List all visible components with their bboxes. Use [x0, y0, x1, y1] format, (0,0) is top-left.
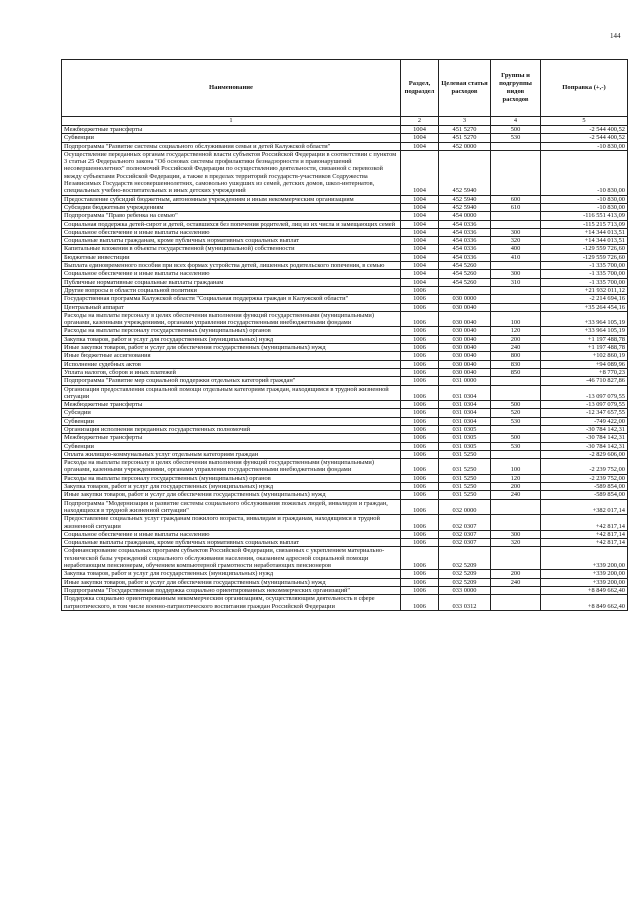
cell-section: 1004	[401, 270, 439, 278]
cell-section: 1006	[401, 491, 439, 499]
cell-name: Исполнение судебных актов	[62, 360, 401, 368]
page-number: 144	[610, 32, 621, 40]
cell-name: Субсидии бюджетным учреждениям	[62, 203, 401, 211]
cell-amount: +8 770,23	[541, 368, 628, 376]
cell-article: 030 0040	[439, 311, 491, 327]
cell-amount: -30 784 142,31	[541, 442, 628, 450]
cell-article: 032 5209	[439, 570, 491, 578]
cell-section: 1006	[401, 360, 439, 368]
cell-type	[491, 142, 541, 150]
cell-name: Публичные нормативные социальные выплаты гражданам	[62, 278, 401, 286]
cell-section: 1006	[401, 442, 439, 450]
cell-section: 1004	[401, 228, 439, 236]
cell-amount: -129 559 726,60	[541, 245, 628, 253]
cell-article: 031 5250	[439, 450, 491, 458]
table-row	[62, 311, 628, 327]
cell-type: 500	[491, 126, 541, 134]
cell-article: 031 0305	[439, 442, 491, 450]
cell-amount: -2 214 694,16	[541, 295, 628, 303]
cell-type: 240	[491, 491, 541, 499]
cell-section: 1006	[401, 530, 439, 538]
cell-section: 1006	[401, 547, 439, 570]
cell-type	[491, 220, 541, 228]
table-row	[62, 228, 628, 236]
cell-section: 1006	[401, 434, 439, 442]
cell-name: Закупка товаров, работ и услуг для государственных (муниципальных) нужд	[62, 570, 401, 578]
cell-type: 400	[491, 245, 541, 253]
header-article: Целевая статья расходов	[439, 60, 491, 117]
table-row	[62, 195, 628, 203]
cell-name: Социальное обеспечение и иные выплаты населению	[62, 530, 401, 538]
cell-section: 1004	[401, 126, 439, 134]
cell-section: 1006	[401, 327, 439, 335]
table-row	[62, 586, 628, 594]
cell-name: Центральный аппарат	[62, 303, 401, 311]
cell-amount: +14 344 013,51	[541, 237, 628, 245]
table-row	[62, 253, 628, 261]
cell-name: Иные закупки товаров, работ и услуг для обеспечения государственных (муниципальных) нужд	[62, 491, 401, 499]
cell-article: 454 5260	[439, 270, 491, 278]
cell-name: Подпрограмма "Модернизация и развитие системы социального обслуживания пожилых людей, инвалидов и граждан, находящихся в трудной жизненной ситуации"	[62, 499, 401, 515]
cell-article: 030 0040	[439, 344, 491, 352]
table-row	[62, 295, 628, 303]
column-number-row	[62, 117, 628, 126]
cell-name: Иные закупки товаров, работ и услуг для обеспечения государственных (муниципальных) нужд	[62, 578, 401, 586]
cell-section: 1004	[401, 195, 439, 203]
cell-article: 031 0305	[439, 425, 491, 433]
cell-amount: -1 335 700,00	[541, 262, 628, 270]
cell-type: 310	[491, 278, 541, 286]
cell-section: 1006	[401, 570, 439, 578]
table-row	[62, 237, 628, 245]
cell-type: 800	[491, 352, 541, 360]
cell-amount: +339 200,00	[541, 570, 628, 578]
cell-name: Социальное обеспечение и иные выплаты населению	[62, 228, 401, 236]
cell-name: Социальные выплаты гражданам, кроме публичных нормативных социальных выплат	[62, 539, 401, 547]
cell-amount: +35 264 454,16	[541, 303, 628, 311]
cell-section: 1006	[401, 483, 439, 491]
cell-amount: +102 860,19	[541, 352, 628, 360]
table-row	[62, 474, 628, 482]
cell-section: 1006	[401, 311, 439, 327]
table-row	[62, 352, 628, 360]
table-row	[62, 126, 628, 134]
cell-amount: +8 849 662,40	[541, 595, 628, 611]
cell-article: 454 0000	[439, 212, 491, 220]
header-type: Группы и подгруппы видов расходов	[491, 60, 541, 117]
cell-article: 454 5260	[439, 262, 491, 270]
cell-type: 100	[491, 459, 541, 475]
table-row	[62, 368, 628, 376]
cell-name: Субвенции	[62, 442, 401, 450]
cell-name: Расходы на выплаты персоналу в целях обеспечения выполнения функций государственными (муниципальными) органами, казенными учреждениями, органами управления государственными внебюджетными фондами	[62, 311, 401, 327]
cell-name: Субвенции	[62, 417, 401, 425]
cell-article: 031 5250	[439, 483, 491, 491]
table-row	[62, 578, 628, 586]
cell-type	[491, 286, 541, 294]
col-number: 3	[439, 117, 491, 126]
cell-name: Социальные выплаты гражданам, кроме публичных нормативных социальных выплат	[62, 237, 401, 245]
cell-type	[491, 425, 541, 433]
cell-name: Осуществление переданных органам государственной власти субъектов Российской Федерации в соответствии с пунктом 3 статьи 25 Федерального закона "Об основах системы профилактики безнадзорности и правонарушений несовершеннолетних" полномочий Российской Федерации по осуществлению деятельности, связанной с перевозкой между субъектами Российской Федерации, а также в пределах территорий государств-участников Содружества Независимых Государств несовершеннолетних, самовольно ушедших из семей, детских домов, школ-интернатов, специальных учебно-воспитательных и иных детских учреждений	[62, 150, 401, 195]
table-row	[62, 150, 628, 195]
cell-section: 1004	[401, 262, 439, 270]
cell-name: Иные закупки товаров, работ и услуг для обеспечения государственных (муниципальных) нужд	[62, 344, 401, 352]
cell-name: Организация предоставления социальной помощи отдельным категориям граждан, находящимся в трудной жизненной ситуации	[62, 385, 401, 401]
cell-amount: -129 559 726,60	[541, 253, 628, 261]
cell-type	[491, 385, 541, 401]
cell-article: 031 0304	[439, 401, 491, 409]
cell-type	[491, 499, 541, 515]
cell-article: 032 0000	[439, 499, 491, 515]
cell-type	[491, 586, 541, 594]
cell-type: 240	[491, 344, 541, 352]
table-row	[62, 262, 628, 270]
cell-amount: -1 335 700,00	[541, 270, 628, 278]
cell-section: 1006	[401, 417, 439, 425]
cell-type: 320	[491, 539, 541, 547]
header-name: Наименование	[62, 60, 401, 117]
cell-article: 031 0000	[439, 377, 491, 385]
cell-type: 120	[491, 474, 541, 482]
cell-section: 1004	[401, 237, 439, 245]
cell-name: Софинансирование социальных программ субъектов Российской Федерации, связанных с укреплением материально-технической базы учреждений социального обслуживания населения, оказанием адресной социальной помощи неработающим пенсионерам, обучением компьютерной грамотности неработающих пенсионеров	[62, 547, 401, 570]
cell-section: 1004	[401, 134, 439, 142]
cell-name: Поддержка социально ориентированным некоммерческим организациям, осуществляющим деятельность в сфере патриотического, в том числе военно-патриотического воспитания граждан Российской Федерации	[62, 595, 401, 611]
cell-section: 1006	[401, 586, 439, 594]
cell-section: 1006	[401, 368, 439, 376]
cell-type: 500	[491, 401, 541, 409]
cell-section: 1006	[401, 409, 439, 417]
cell-amount: +382 017,14	[541, 499, 628, 515]
cell-section: 1006	[401, 352, 439, 360]
table-row	[62, 491, 628, 499]
cell-amount: +14 344 013,51	[541, 228, 628, 236]
cell-type: 120	[491, 327, 541, 335]
table-row	[62, 570, 628, 578]
cell-amount: +1 197 488,78	[541, 335, 628, 343]
cell-article: 030 0000	[439, 295, 491, 303]
cell-amount: -30 784 142,31	[541, 425, 628, 433]
cell-section: 1006	[401, 595, 439, 611]
cell-article: 031 0305	[439, 434, 491, 442]
cell-section: 1006	[401, 578, 439, 586]
table-row	[62, 212, 628, 220]
table-row	[62, 360, 628, 368]
cell-type: 300	[491, 228, 541, 236]
cell-article: 452 0000	[439, 142, 491, 150]
table-row	[62, 377, 628, 385]
cell-section: 1004	[401, 142, 439, 150]
cell-amount: +21 932 011,12	[541, 286, 628, 294]
col-number: 2	[401, 117, 439, 126]
cell-article: 454 0336	[439, 245, 491, 253]
cell-type: 100	[491, 311, 541, 327]
cell-amount: -749 422,00	[541, 417, 628, 425]
cell-type	[491, 295, 541, 303]
table-row	[62, 401, 628, 409]
cell-type	[491, 450, 541, 458]
col-number: 5	[541, 117, 628, 126]
table-row	[62, 286, 628, 294]
cell-name: Подпрограмма "Развитие мер социальной поддержки отдельных категорий граждан"	[62, 377, 401, 385]
cell-name: Выплата единовременного пособия при всех формах устройства детей, лишенных родительского попечения, в семью	[62, 262, 401, 270]
cell-section: 1006	[401, 474, 439, 482]
cell-article: 454 0336	[439, 253, 491, 261]
header-amount: Поправка (+,-)	[541, 60, 628, 117]
cell-article: 031 5250	[439, 491, 491, 499]
cell-amount: -30 784 142,31	[541, 434, 628, 442]
cell-article: 030 0040	[439, 303, 491, 311]
cell-amount: -10 830,00	[541, 142, 628, 150]
cell-amount: -10 830,00	[541, 195, 628, 203]
cell-article: 032 0307	[439, 530, 491, 538]
table-row	[62, 270, 628, 278]
cell-section: 1004	[401, 253, 439, 261]
cell-amount: -1 335 700,00	[541, 278, 628, 286]
cell-amount: +42 817,14	[541, 530, 628, 538]
cell-name: Капитальные вложения в объекты государственной (муниципальной) собственности	[62, 245, 401, 253]
table-row	[62, 245, 628, 253]
cell-article: 454 0336	[439, 237, 491, 245]
cell-name: Уплата налогов, сборов и иных платежей	[62, 368, 401, 376]
table-row	[62, 409, 628, 417]
cell-article: 030 0040	[439, 360, 491, 368]
cell-amount: +42 817,14	[541, 539, 628, 547]
cell-type: 320	[491, 237, 541, 245]
cell-type	[491, 212, 541, 220]
cell-type	[491, 595, 541, 611]
cell-type: 830	[491, 360, 541, 368]
table-row	[62, 547, 628, 570]
cell-amount: +33 964 105,19	[541, 327, 628, 335]
cell-type	[491, 377, 541, 385]
table-row	[62, 483, 628, 491]
cell-article: 031 0304	[439, 417, 491, 425]
cell-section: 1006	[401, 344, 439, 352]
cell-type: 200	[491, 483, 541, 491]
col-number: 4	[491, 117, 541, 126]
cell-type: 530	[491, 134, 541, 142]
table-row	[62, 530, 628, 538]
cell-article: 033 0312	[439, 595, 491, 611]
cell-type: 530	[491, 417, 541, 425]
table-row	[62, 417, 628, 425]
cell-section: 1006	[401, 515, 439, 531]
cell-name: Подпрограмма "Развитие системы социального обслуживания семьи и детей Калужской области"	[62, 142, 401, 150]
cell-section: 1004	[401, 203, 439, 211]
cell-amount: -10 830,00	[541, 203, 628, 211]
cell-article	[439, 286, 491, 294]
cell-type: 500	[491, 434, 541, 442]
table-row	[62, 425, 628, 433]
table-row	[62, 335, 628, 343]
table-row	[62, 385, 628, 401]
cell-article: 451 5270	[439, 126, 491, 134]
cell-amount: +1 197 488,78	[541, 344, 628, 352]
table-header-row	[62, 60, 628, 117]
cell-article: 032 5209	[439, 578, 491, 586]
cell-amount: +339 200,00	[541, 547, 628, 570]
cell-article: 032 0307	[439, 539, 491, 547]
cell-type	[491, 303, 541, 311]
cell-article: 031 0304	[439, 385, 491, 401]
cell-name: Межбюджетные трансферты	[62, 401, 401, 409]
cell-name: Предоставление социальных услуг гражданам пожилого возраста, инвалидам и гражданам, находящимся в трудной жизненной ситуации	[62, 515, 401, 531]
cell-name: Другие вопросы в области социальной политики	[62, 286, 401, 294]
table-row	[62, 459, 628, 475]
cell-type	[491, 547, 541, 570]
cell-amount: -10 830,00	[541, 150, 628, 195]
table-row	[62, 327, 628, 335]
table-row	[62, 450, 628, 458]
cell-amount: -46 710 827,86	[541, 377, 628, 385]
cell-amount: +339 200,00	[541, 578, 628, 586]
cell-article: 454 0336	[439, 220, 491, 228]
cell-amount: -2 544 400,52	[541, 126, 628, 134]
table-row	[62, 203, 628, 211]
table-row	[62, 595, 628, 611]
cell-name: Государственная программа Калужской области "Социальная поддержка граждан в Калужской области"	[62, 295, 401, 303]
cell-name: Предоставление субсидий бюджетным, автономным учреждениям и иным некоммерческим организациям	[62, 195, 401, 203]
cell-name: Закупка товаров, работ и услуг для государственных (муниципальных) нужд	[62, 483, 401, 491]
cell-article: 452 5940	[439, 195, 491, 203]
cell-section: 1006	[401, 450, 439, 458]
cell-type: 610	[491, 203, 541, 211]
cell-amount: +33 964 105,19	[541, 311, 628, 327]
cell-amount: -589 854,00	[541, 483, 628, 491]
cell-type	[491, 262, 541, 270]
cell-article: 033 0000	[439, 586, 491, 594]
cell-section: 1004	[401, 212, 439, 220]
cell-name: Оплата жилищно-коммунальных услуг отдельным категориям граждан	[62, 450, 401, 458]
cell-name: Подпрограмма "Право ребенка на семью"	[62, 212, 401, 220]
cell-article: 452 5940	[439, 150, 491, 195]
table-row	[62, 539, 628, 547]
cell-section: 1004	[401, 278, 439, 286]
table-row	[62, 434, 628, 442]
header-section: Раздел, подраздел	[401, 60, 439, 117]
cell-section: 1006	[401, 459, 439, 475]
cell-amount: -2 239 752,00	[541, 474, 628, 482]
cell-name: Межбюджетные трансферты	[62, 126, 401, 134]
cell-amount: -115 215 713,09	[541, 220, 628, 228]
budget-amendments-table	[61, 59, 628, 611]
table-body	[62, 126, 628, 611]
cell-amount: +94 089,96	[541, 360, 628, 368]
table-row	[62, 220, 628, 228]
cell-name: Подпрограмма "Государственная поддержка социально ориентированных некоммерческих организаций"	[62, 586, 401, 594]
cell-section: 1004	[401, 245, 439, 253]
cell-section: 1006	[401, 385, 439, 401]
cell-type: 410	[491, 253, 541, 261]
cell-article: 031 5250	[439, 459, 491, 475]
cell-name: Закупка товаров, работ и услуг для государственных (муниципальных) нужд	[62, 335, 401, 343]
cell-article: 030 0040	[439, 335, 491, 343]
table-row	[62, 442, 628, 450]
table-row	[62, 344, 628, 352]
cell-type	[491, 515, 541, 531]
cell-name: Субсидии	[62, 409, 401, 417]
cell-amount: -589 854,00	[541, 491, 628, 499]
cell-article: 030 0040	[439, 368, 491, 376]
cell-name: Организация исполнения переданных государственных полномочий	[62, 425, 401, 433]
cell-section: 1006	[401, 286, 439, 294]
cell-type: 240	[491, 578, 541, 586]
cell-section: 1006	[401, 499, 439, 515]
cell-type: 850	[491, 368, 541, 376]
cell-type: 300	[491, 530, 541, 538]
cell-name: Межбюджетные трансферты	[62, 434, 401, 442]
cell-article: 452 5940	[439, 203, 491, 211]
cell-section: 1006	[401, 295, 439, 303]
cell-name: Бюджетные инвестиции	[62, 253, 401, 261]
cell-type: 200	[491, 335, 541, 343]
cell-type	[491, 150, 541, 195]
cell-amount: -2 829 606,00	[541, 450, 628, 458]
cell-name: Иные бюджетные ассигнования	[62, 352, 401, 360]
table-row	[62, 278, 628, 286]
cell-article: 031 5250	[439, 474, 491, 482]
cell-article: 032 0307	[439, 515, 491, 531]
cell-name: Социальная поддержка детей-сирот и детей, оставшихся без попечения родителей, лиц из их числа и замещающих семей	[62, 220, 401, 228]
cell-name: Расходы на выплаты персоналу государственных (муниципальных) органов	[62, 327, 401, 335]
cell-section: 1006	[401, 335, 439, 343]
col-number: 1	[62, 117, 401, 126]
cell-type: 200	[491, 570, 541, 578]
cell-name: Расходы на выплаты персоналу в целях обеспечения выполнения функций государственными (муниципальными) органами, казенными учреждениями, органами управления государственными внебюджетными фондами	[62, 459, 401, 475]
table-row	[62, 134, 628, 142]
cell-article: 451 5270	[439, 134, 491, 142]
cell-type: 530	[491, 442, 541, 450]
cell-name: Социальное обеспечение и иные выплаты населению	[62, 270, 401, 278]
cell-type: 600	[491, 195, 541, 203]
cell-section: 1004	[401, 220, 439, 228]
cell-section: 1006	[401, 377, 439, 385]
cell-section: 1006	[401, 425, 439, 433]
cell-name: Расходы на выплаты персоналу государственных (муниципальных) органов	[62, 474, 401, 482]
cell-amount: -2 239 752,00	[541, 459, 628, 475]
cell-amount: +42 817,14	[541, 515, 628, 531]
cell-article: 032 5209	[439, 547, 491, 570]
cell-amount: -13 097 079,55	[541, 401, 628, 409]
cell-amount: -2 544 400,52	[541, 134, 628, 142]
cell-article: 031 0304	[439, 409, 491, 417]
table-row	[62, 499, 628, 515]
cell-type: 300	[491, 270, 541, 278]
table-row	[62, 142, 628, 150]
cell-type: 520	[491, 409, 541, 417]
table-row	[62, 303, 628, 311]
cell-amount: -13 097 079,55	[541, 385, 628, 401]
cell-article: 454 5260	[439, 278, 491, 286]
cell-section: 1004	[401, 150, 439, 195]
cell-amount: -116 551 413,09	[541, 212, 628, 220]
cell-section: 1006	[401, 303, 439, 311]
cell-article: 030 0040	[439, 352, 491, 360]
cell-amount: -12 347 657,55	[541, 409, 628, 417]
table-row	[62, 515, 628, 531]
cell-amount: +8 849 662,40	[541, 586, 628, 594]
cell-name: Субвенции	[62, 134, 401, 142]
cell-section: 1006	[401, 539, 439, 547]
cell-section: 1006	[401, 401, 439, 409]
cell-article: 030 0040	[439, 327, 491, 335]
cell-article: 454 0336	[439, 228, 491, 236]
